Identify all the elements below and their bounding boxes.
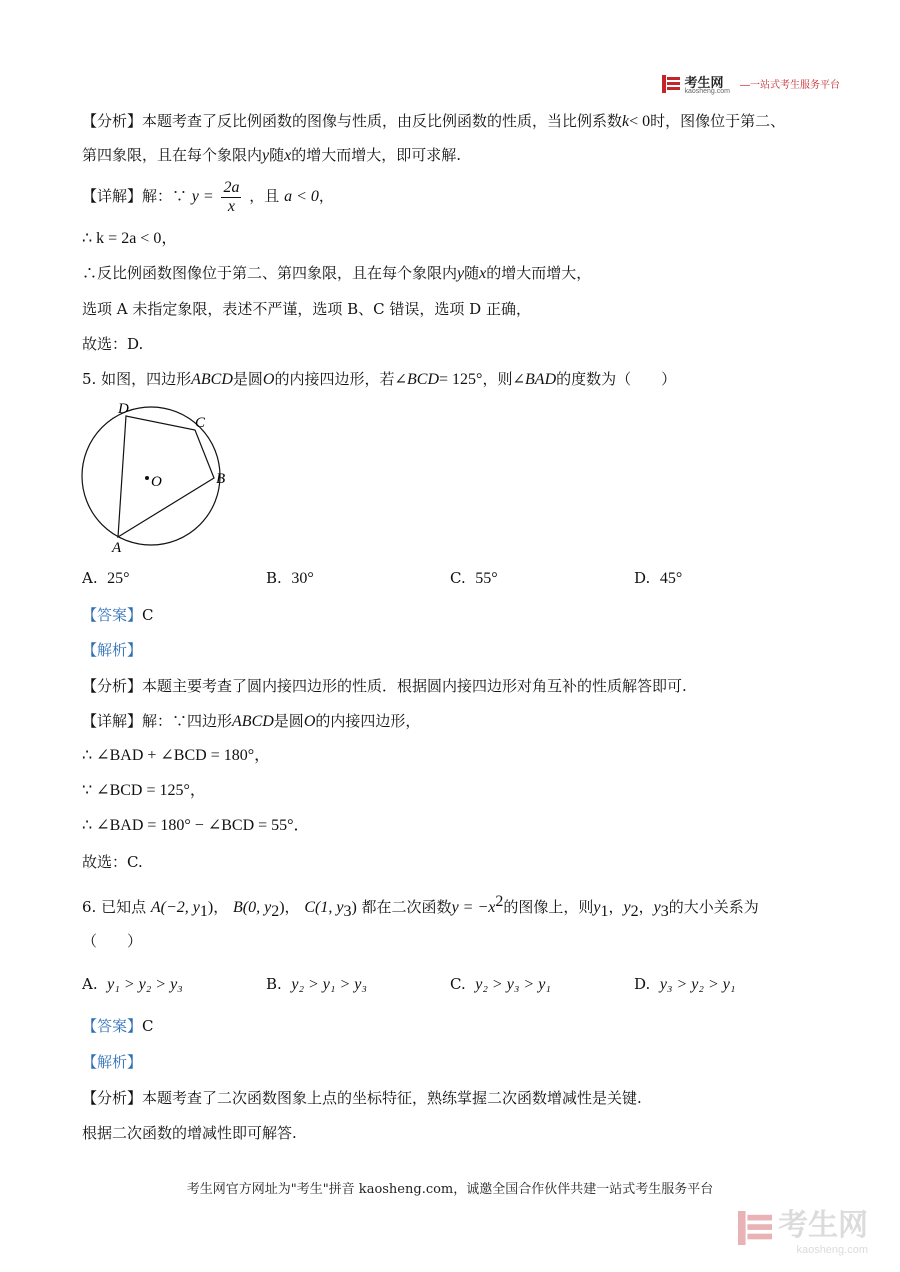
q6-analysis2: 根据二次函数的增减性即可解答. xyxy=(82,1124,297,1142)
q6-jiexi: 【解析】 xyxy=(82,1053,143,1071)
label-o: O xyxy=(151,474,162,490)
center-point xyxy=(145,476,149,480)
q4-analysis-line2: 第四象限，且在每个象限内y随x的增大而增大，即可求解. xyxy=(82,146,462,164)
q5-analysis: 【分析】本题主要考查了圆内接四边形的性质．根据圆内接四边形对角互补的性质解答即可. xyxy=(82,677,687,695)
circle-quadrilateral-figure xyxy=(78,396,238,556)
logo-name: 考生网 xyxy=(684,75,724,90)
q6-option-b: B. y₂ > y₁ > y₃ xyxy=(266,975,367,993)
q5-detail: 【详解】解：∵四边形ABCD是圆O的内接四边形， xyxy=(82,712,421,730)
q5-step3: ∴ ∠BAD = 180° − ∠BCD = 55°． xyxy=(82,817,310,834)
q5-choose: 故选：C. xyxy=(82,853,143,871)
q4-choose: 故选：D. xyxy=(82,335,144,353)
q5-option-a: A. 25° xyxy=(82,569,130,587)
watermark-name: 考生网 xyxy=(778,1209,868,1242)
q5-option-b: B. 30° xyxy=(266,569,314,587)
fraction-2a-over-x: $\frac{2a}{x}$ xyxy=(223,178,240,215)
watermark-logo-icon xyxy=(738,1208,772,1248)
q4-step3: 选项 A 未指定象限，表述不严谨，选项 B、C 错误，选项 D 正确， xyxy=(82,300,531,318)
q5-step2: ∵ ∠BCD = 125°， xyxy=(82,782,206,799)
label-a: A xyxy=(112,540,122,556)
q6-stem: 6. 已知点 A(−2, $y_1$)， B(0, $y_2$)， C(1, $y_3$) 都在二次函数$y = -x^2$的图像上，则$y_1$，$y_2$，$y_3$的大小关系为 xyxy=(82,893,759,920)
label-c: C xyxy=(195,415,206,431)
kaosheng-logo-icon xyxy=(662,75,680,93)
q5-option-c: C. 55° xyxy=(450,569,498,587)
header-slogan: —一站式考生服务平台 xyxy=(740,80,840,91)
q5-answer: 【答案】C xyxy=(82,606,154,624)
q4-analysis-line1: 【分析】本题考查了反比例函数的图像与性质，由反比例函数的性质，当比例系数k< 0时，图像位于第二、 xyxy=(82,112,786,130)
q5-jiexi: 【解析】 xyxy=(82,641,143,659)
q6-option-c: C. y₂ > y₃ > y₁ xyxy=(450,975,551,993)
q5-stem: 5. 如图，四边形ABCD是圆O的内接四边形，若∠BCD= 125°，则∠BAD的度数为（ ） xyxy=(82,370,677,388)
q4-step1: ∴ k = 2a < 0， xyxy=(82,230,178,247)
page-footer: 考生网官方网址为"考生"拼音 kaosheng.com，诚邀全国合作伙伴共建一站式考生服务平台 xyxy=(186,1182,714,1197)
q6-option-a: A. y₁ > y₂ > y₃ xyxy=(82,975,183,993)
watermark-logo xyxy=(738,1200,868,1256)
label-d: D xyxy=(118,401,129,417)
q6-analysis: 【分析】本题考查了二次函数图象上点的坐标特征，熟练掌握二次函数增减性是关键. xyxy=(82,1089,642,1107)
q5-step1: ∴ ∠BAD + ∠BCD = 180°， xyxy=(82,747,271,764)
q6-option-d: D. y₃ > y₂ > y₁ xyxy=(634,975,736,993)
q4-detail-line: 【详解】解：∵ y = $\frac{2a}{x}$ ，且 a < 0， xyxy=(82,178,334,215)
logo-domain: kaosheng.com xyxy=(684,88,730,95)
watermark-domain: kaosheng.com xyxy=(796,1244,868,1256)
q4-step2: ∴反比例函数图像位于第二、第四象限，且在每个象限内y随x的增大而增大， xyxy=(82,264,592,282)
q5-option-d: D. 45° xyxy=(634,569,683,587)
q6-answer: 【答案】C xyxy=(82,1017,154,1035)
q6-paren: （ ） xyxy=(82,932,143,950)
header-logo xyxy=(662,72,840,95)
label-b: B xyxy=(216,471,226,487)
quadrilateral-abcd xyxy=(118,416,214,537)
